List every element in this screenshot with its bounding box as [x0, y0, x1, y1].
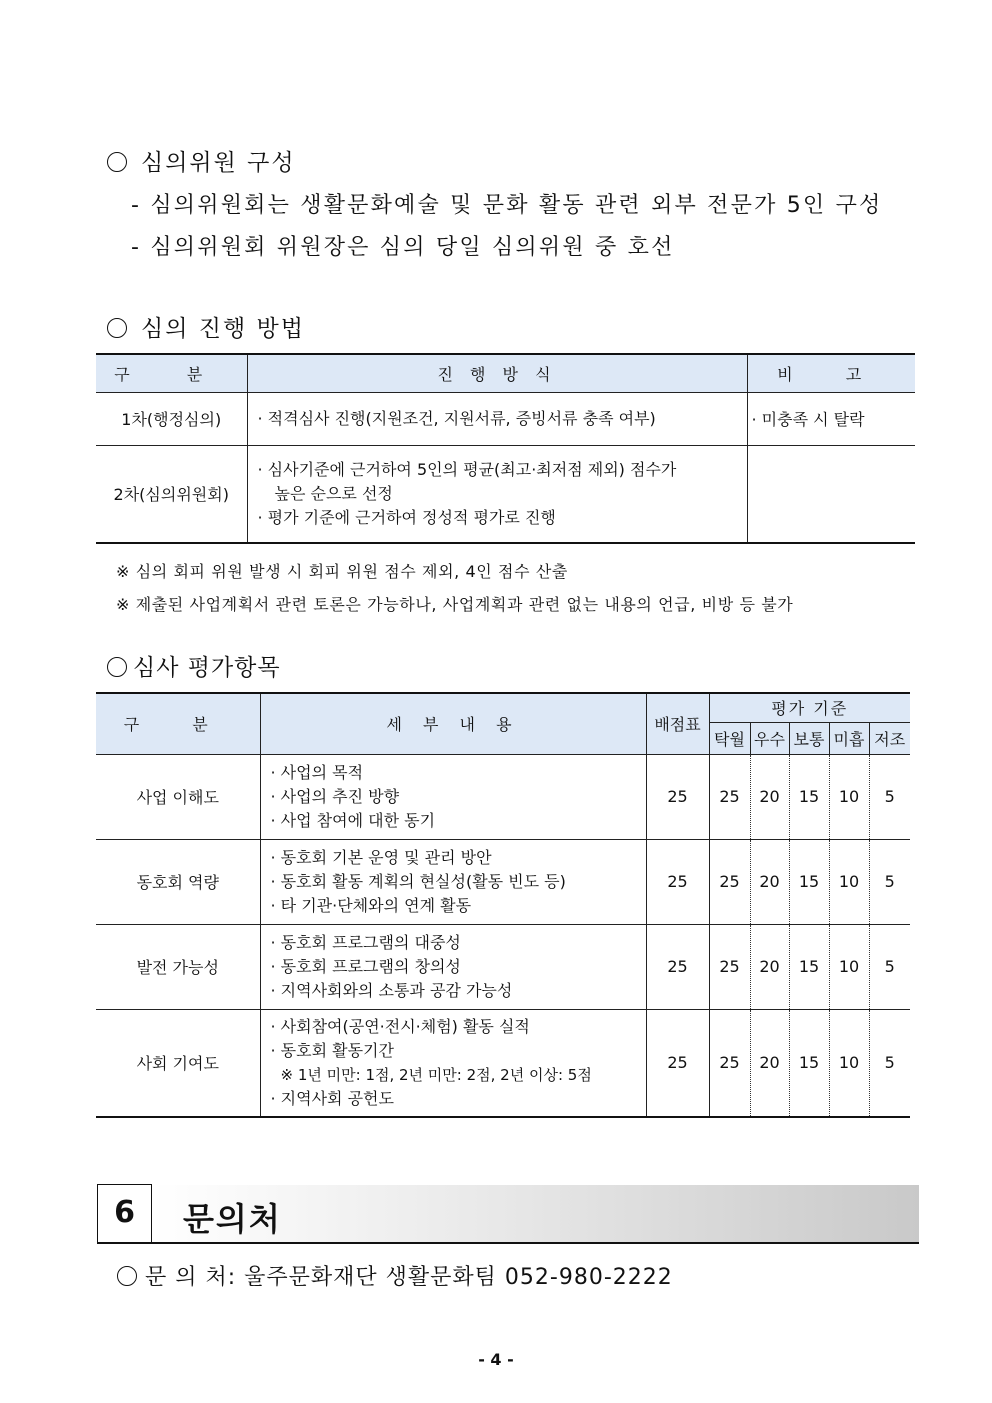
- eval-score: 20: [750, 839, 789, 924]
- eval-detail-line: ※ 1년 미만: 1점, 2년 미만: 2점, 2년 이상: 5점: [280, 1065, 592, 1084]
- circle-bullet-icon: [117, 1266, 137, 1286]
- eval-detail-line: · 사업의 목적: [270, 762, 364, 782]
- process-heading-text: 심의 진행 방법: [141, 316, 305, 342]
- eval-score: 5: [869, 924, 910, 1009]
- process-method-line: · 심사기준에 근거하여 5인의 평균(최고·최저점 제외) 점수가: [257, 459, 677, 479]
- eval-grade-header: 보통: [789, 722, 829, 754]
- eval-detail-line: · 사회참여(공연·전시·체험) 활동 실적: [270, 1016, 530, 1036]
- eval-category: 동호회 역량: [96, 839, 260, 924]
- process-note: [747, 445, 915, 543]
- eval-points: 25: [646, 754, 709, 839]
- eval-points: 25: [646, 1009, 709, 1117]
- process-note-2: ※ 제출된 사업계획서 관련 토론은 가능하나, 사업계획과 관련 없는 내용의 언급, 비방 등 불가: [116, 595, 794, 614]
- eval-header-points: 배점표: [646, 693, 709, 754]
- eval-grade-header: 우수: [750, 722, 789, 754]
- eval-grade-header: 저조: [869, 722, 910, 754]
- committee-item-1: - 심의위원회는 생활문화예술 및 문화 활동 관련 외부 전문가 5인 구성: [131, 193, 883, 218]
- eval-score: 25: [709, 1009, 750, 1117]
- committee-heading-text: 심의위원 구성: [141, 150, 296, 176]
- eval-detail-line: · 지역사회 공헌도: [270, 1088, 394, 1108]
- committee-heading: [107, 144, 296, 177]
- process-method: · 적격심사 진행(지원조건, 지원서류, 증빙서류 충족 여부): [247, 392, 747, 445]
- eval-score: 5: [869, 754, 910, 839]
- contact-text: 문 의 처: 울주문화재단 생활문화팀 052-980-2222: [145, 1265, 673, 1290]
- process-note: · 미충족 시 탈락: [747, 392, 915, 445]
- eval-score: 5: [869, 839, 910, 924]
- eval-grade-header: 탁월: [709, 722, 750, 754]
- eval-row: [96, 924, 910, 1009]
- contact-line: [117, 1260, 673, 1291]
- process-stage: 1차(행정심의): [96, 392, 247, 445]
- eval-score: 10: [829, 1009, 869, 1117]
- eval-category: 발전 가능성: [96, 924, 260, 1009]
- eval-score: 20: [750, 924, 789, 1009]
- eval-header-criteria: 평가 기준: [709, 693, 910, 722]
- eval-score: 15: [789, 924, 829, 1009]
- eval-header-detail: 세 부 내 용: [260, 693, 646, 754]
- eval-details: [260, 839, 646, 924]
- eval-detail-line: · 동호회 프로그램의 대중성: [270, 932, 461, 952]
- eval-score: 10: [829, 754, 869, 839]
- eval-score: 15: [789, 754, 829, 839]
- eval-score: 20: [750, 754, 789, 839]
- eval-score: 15: [789, 839, 829, 924]
- circle-bullet-icon: [107, 152, 127, 172]
- eval-score: 25: [709, 754, 750, 839]
- eval-detail-line: · 사업 참여에 대한 동기: [270, 810, 436, 830]
- eval-score: 5: [869, 1009, 910, 1117]
- eval-points: 25: [646, 924, 709, 1009]
- process-method-line: · 평가 기준에 근거하여 정성적 평가로 진행: [257, 507, 556, 527]
- eval-details: [260, 1009, 646, 1117]
- eval-grade-header: 미흡: [829, 722, 869, 754]
- eval-row: [96, 839, 910, 924]
- process-table: [96, 353, 915, 544]
- eval-score: 25: [709, 839, 750, 924]
- eval-detail-line: · 동호회 프로그램의 창의성: [270, 956, 461, 976]
- process-note-1: ※ 심의 회피 위원 발생 시 회피 위원 점수 제외, 4인 점수 산출: [116, 562, 568, 581]
- eval-score: 10: [829, 839, 869, 924]
- process-row: [96, 392, 915, 445]
- eval-detail-line: · 동호회 기본 운영 및 관리 방안: [270, 847, 492, 867]
- committee-item-2: - 심의위원회 위원장은 심의 당일 심의위원 중 호선: [131, 235, 675, 260]
- eval-detail-line: · 타 기관·단체와의 연계 활동: [270, 895, 472, 915]
- eval-details: [260, 924, 646, 1009]
- eval-points: 25: [646, 839, 709, 924]
- eval-header-category: 구 분: [96, 693, 260, 754]
- section-number: 6: [97, 1184, 152, 1243]
- process-stage: 2차(심의위원회): [96, 445, 247, 543]
- eval-detail-line: · 지역사회와의 소통과 공감 가능성: [270, 980, 513, 1000]
- circle-bullet-icon: [107, 657, 127, 677]
- eval-heading: [107, 649, 281, 682]
- eval-category: 사업 이해도: [96, 754, 260, 839]
- eval-score: 25: [709, 924, 750, 1009]
- circle-bullet-icon: [107, 318, 127, 338]
- eval-detail-line: · 동호회 활동 계획의 현실성(활동 빈도 등): [270, 871, 566, 891]
- eval-detail-line: · 사업의 추진 방향: [270, 786, 400, 806]
- eval-category: 사회 기여도: [96, 1009, 260, 1117]
- eval-details: [260, 754, 646, 839]
- eval-heading-text: 심사 평가항목: [133, 655, 281, 681]
- eval-row: [96, 1009, 910, 1117]
- section-title-underline: [97, 1242, 919, 1244]
- eval-row: [96, 754, 910, 839]
- eval-score: 10: [829, 924, 869, 1009]
- eval-score: 15: [789, 1009, 829, 1117]
- process-row: [96, 445, 915, 543]
- process-method-line: 높은 순으로 선정: [274, 483, 393, 503]
- page-number: - 4 -: [478, 1350, 514, 1369]
- eval-table: [96, 692, 910, 1118]
- eval-score: 20: [750, 1009, 789, 1117]
- process-header-stage: 구 분: [96, 354, 247, 392]
- process-method: [247, 445, 747, 543]
- eval-detail-line: · 동호회 활동기간: [270, 1040, 394, 1060]
- process-heading: [107, 310, 305, 343]
- process-header-note: 비 고: [747, 354, 915, 392]
- process-header-method: 진 행 방 식: [247, 354, 747, 392]
- section-title: 문의처: [183, 1200, 282, 1238]
